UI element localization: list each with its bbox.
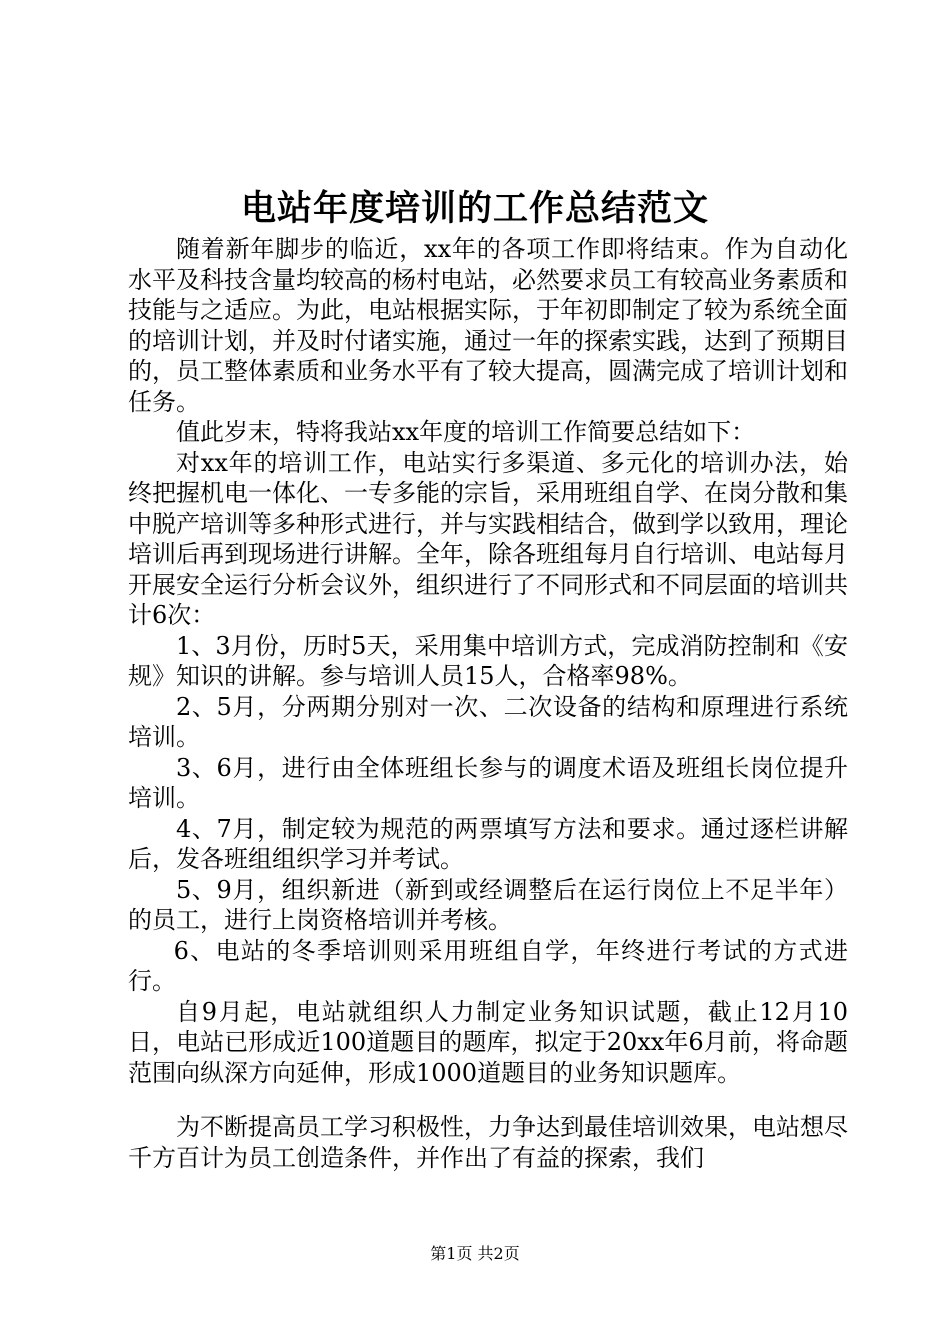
list-item-training-5: 5、9月，组织新进（新到或经调整后在运行岗位上不足半年）的员工，进行上岗资格培训并考核。 [128,875,848,934]
list-item-training-6: 6、电站的冬季培训则采用班组自学，年终进行考试的方式进行。 [128,936,848,995]
list-item-training-4: 4、7月，制定较为规范的两票填写方法和要求。通过逐栏讲解后，发各班组组织学习并考试。 [128,814,848,873]
list-item-training-2: 2、5月，分两期分别对一次、二次设备的结构和原理进行系统培训。 [128,692,848,751]
paragraph-intro: 随着新年脚步的临近，xx年的各项工作即将结束。作为自动化水平及科技含量均较高的杨村电站，必然要求员工有较高业务素质和技能与之适应。为此，电站根据实际，于年初即制定了较为系统全面的培训计划，并及时付诸实施，通过一年的探索实践，达到了预期目的，员工整体素质和业务水平有了较大提高，圆满完成了培训计划和任务。 [128,235,848,416]
page-footer: 第1页 共2页 [430,1244,520,1263]
paragraph-motivation: 为不断提高员工学习积极性，力争达到最佳培训效果，电站想尽千方百计为员工创造条件，并作出了有益的探索，我们 [128,1113,848,1172]
list-item-training-1: 1、3月份，历时5天，采用集中培训方式，完成消防控制和《安规》知识的讲解。参与培训人员15人，合格率98%。 [128,631,848,690]
paragraph-question-bank: 自9月起，电站就组织人力制定业务知识试题，截止12月10日，电站已形成近100道题目的题库，拟定于20xx年6月前，将命题范围向纵深方向延伸，形成1000道题目的业务知识题库。 [128,997,848,1087]
paragraph-summary-lead: 值此岁末，特将我站xx年度的培训工作简要总结如下： [176,418,756,446]
document-title: 电站年度培训的工作总结范文 [240,188,709,229]
document-body [128,234,848,1173]
paragraph-training-overview: 对xx年的培训工作，电站实行多渠道、多元化的培训办法，始终把握机电一体化、一专多能的宗旨，采用班组自学、在岗分散和集中脱产培训等多种形式进行，并与实践相结合，做到学以致用，理论培训后再到现场进行讲解。全年，除各班组每月自行培训、电站每月开展安全运行分析会议外，组织进行了不同形式和不同层面的培训共计6次： [128,448,848,629]
list-item-training-3: 3、6月，进行由全体班组长参与的调度术语及班组长岗位提升培训。 [128,753,848,812]
